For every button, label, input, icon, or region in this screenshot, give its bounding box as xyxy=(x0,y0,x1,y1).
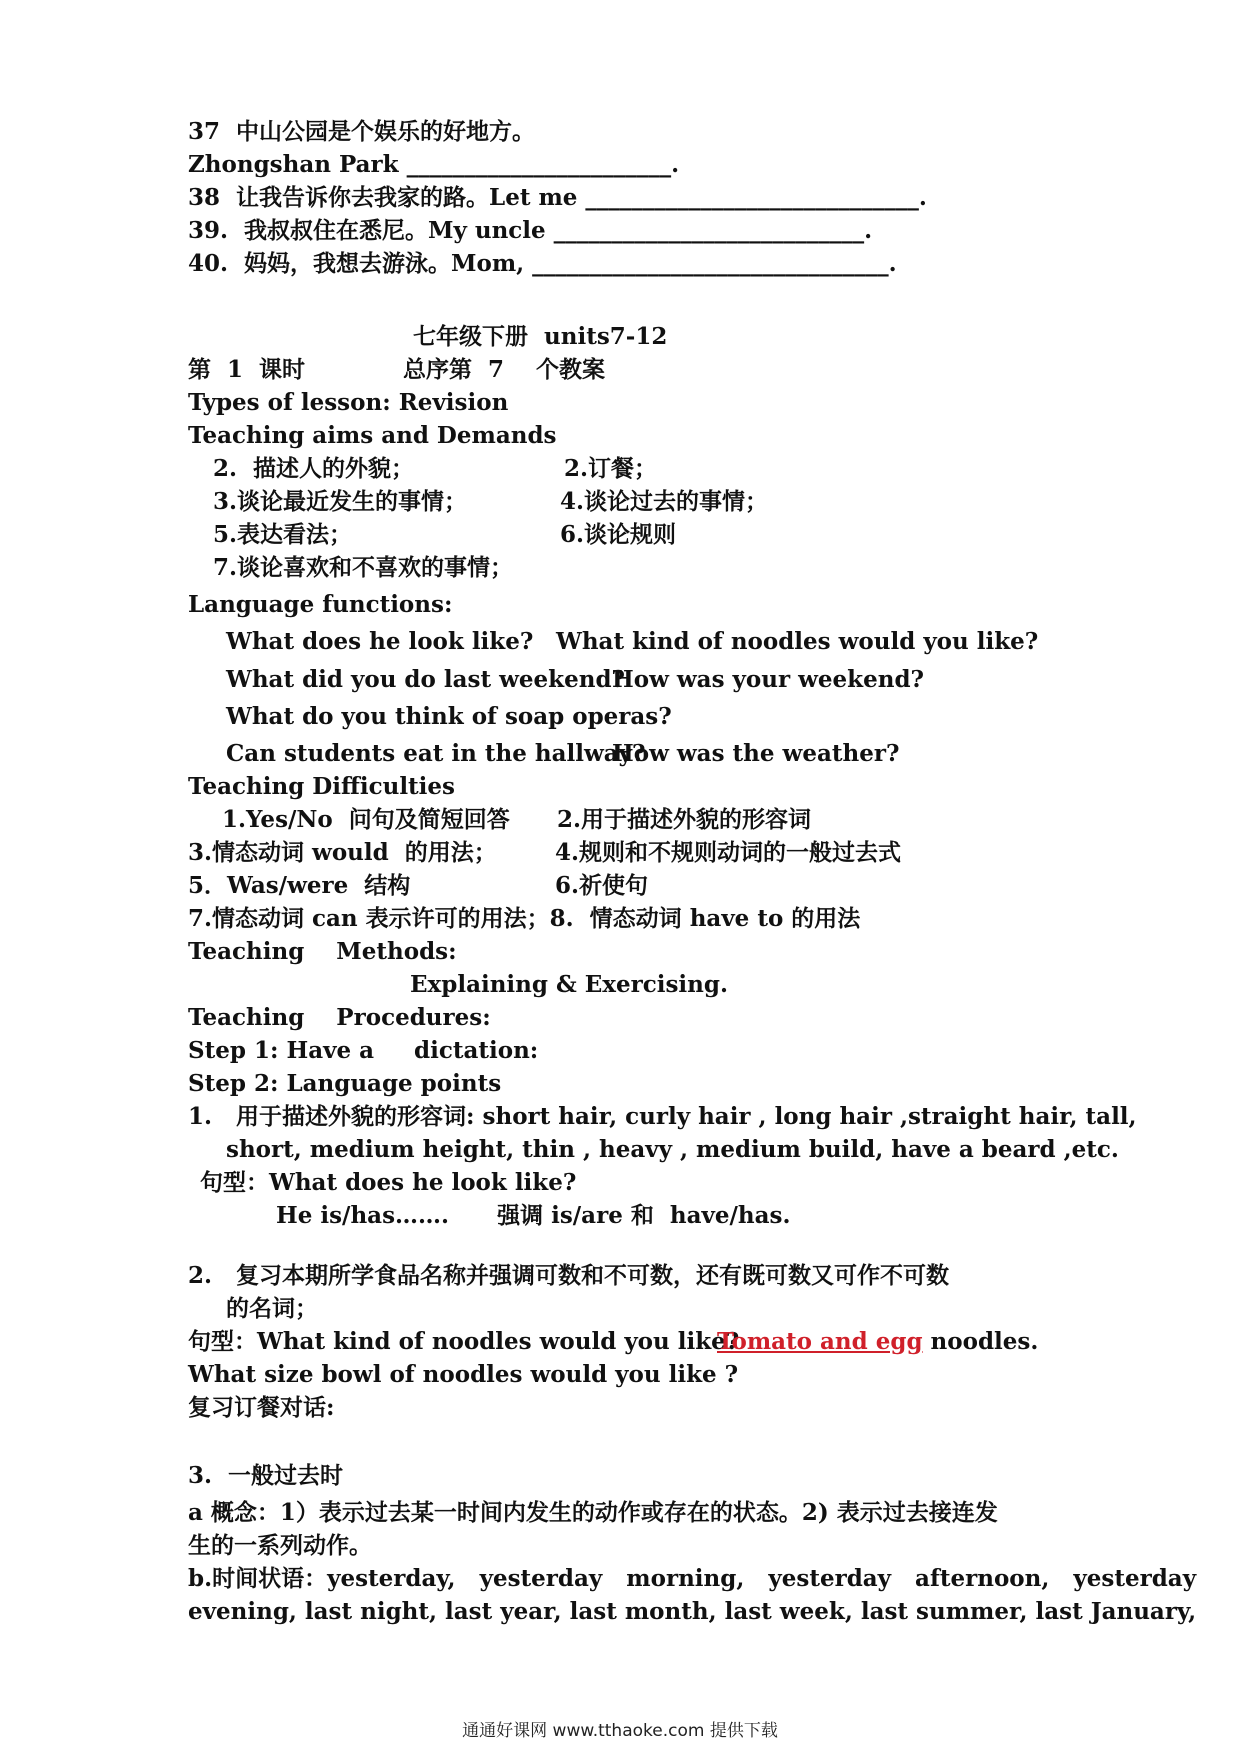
function-item: What do you think of soap operas? xyxy=(226,703,672,730)
step-2: Step 2: Language points xyxy=(188,1070,502,1097)
aim-item: 5.表达看法； xyxy=(213,521,353,548)
point-3-heading: 3. 一般过去时 xyxy=(188,1462,344,1489)
point-1-line-2: short, medium height, thin , heavy , medium build, have a beard ,etc. xyxy=(226,1136,1119,1163)
point-1-line-1: 1. 用于描述外貌的形容词: short hair, curly hair , long hair ,straight hair, tall, xyxy=(188,1103,1137,1130)
lesson-serial: 总序第 7 个教案 xyxy=(403,356,606,383)
difficulty-item: 4.规则和不规则动词的一般过去式 xyxy=(555,839,902,866)
aim-item: 3.谈论最近发生的事情； xyxy=(213,488,468,515)
aim-item: 2. 描述人的外貌； xyxy=(213,455,415,482)
aim-item: 2.订餐； xyxy=(564,455,658,482)
difficulties-heading: Teaching Difficulties xyxy=(188,773,455,800)
aims-heading: Teaching aims and Demands xyxy=(188,422,557,449)
methods-text: Explaining & Exercising. xyxy=(410,971,728,998)
exercise-40: 40. 妈妈，我想去游泳。Mom, _______________________________. xyxy=(188,250,897,277)
aim-item: 7.谈论喜欢和不喜欢的事情； xyxy=(213,554,514,581)
point-3-adverbials-2: evening, last night, last year, last month, last week, last summer, last January, xyxy=(188,1598,1197,1625)
methods-heading: Teaching Methods: xyxy=(188,938,457,965)
function-item: What kind of noodles would you like? xyxy=(556,628,1039,655)
lesson-session: 第 1 课时 xyxy=(188,356,306,383)
point-3-adverbials-1: b.时间状语：yesterday, yesterday morning, yesterday afternoon, yesterday xyxy=(188,1565,1197,1592)
exercise-37-english: Zhongshan Park _______________________. xyxy=(188,151,680,178)
difficulty-item: 2.用于描述外貌的形容词 xyxy=(557,806,812,833)
point-2-line-2: 的名词； xyxy=(226,1295,318,1322)
exercise-37-chinese: 37 中山公园是个娱乐的好地方。 xyxy=(188,118,536,145)
page-footer: 通通好课网 www.tthaoke.com 提供下载 xyxy=(462,1721,778,1741)
difficulty-item: 3.情态动词 would 的用法； xyxy=(188,839,497,866)
highlighted-answer: Tomato and egg xyxy=(717,1328,923,1355)
aim-item: 4.谈论过去的事情； xyxy=(560,488,769,515)
function-item: How was the weather? xyxy=(612,740,900,767)
aim-item: 6.谈论规则 xyxy=(560,521,677,548)
point-3-concept-2: 生的一系列动作。 xyxy=(188,1532,372,1559)
difficulty-item: 7.情态动词 can 表示许可的用法；8. 情态动词 have to 的用法 xyxy=(188,905,861,932)
procedures-heading: Teaching Procedures: xyxy=(188,1004,491,1031)
functions-heading: Language functions: xyxy=(188,591,453,618)
function-item: How was your weekend? xyxy=(612,666,925,693)
difficulty-item: 5．Was/were 结构 xyxy=(188,872,411,899)
lesson-title: 七年级下册 units7-12 xyxy=(413,323,668,350)
function-item: What did you do last weekend? xyxy=(226,666,625,693)
difficulty-item: 1.Yes/No 问句及简短回答 xyxy=(222,806,510,833)
point-2-review: 复习订餐对话: xyxy=(188,1394,335,1421)
point-1-pattern: 句型：What does he look like? xyxy=(200,1169,577,1196)
point-2-answer xyxy=(717,1328,1038,1356)
function-item: Can students eat in the hallway? xyxy=(226,740,646,767)
lesson-type: Types of lesson: Revision xyxy=(188,389,509,416)
exercise-39: 39. 我叔叔住在悉尼。My uncle ___________________________. xyxy=(188,217,873,244)
exercise-38: 38 让我告诉你去我家的路。Let me _____________________________. xyxy=(188,184,927,211)
function-item: What does he look like? xyxy=(226,628,534,655)
point-2-line-1: 2. 复习本期所学食品名称并强调可数和不可数，还有既可数又可作不可数 xyxy=(188,1262,950,1289)
step-1: Step 1: Have a dictation: xyxy=(188,1037,539,1064)
difficulty-item: 6.祈使句 xyxy=(555,872,649,899)
point-3-concept-1: a 概念：1）表示过去某一时间内发生的动作或存在的状态。2) 表示过去接连发 xyxy=(188,1499,998,1526)
answer-rest: noodles. xyxy=(922,1328,1039,1355)
point-2-pattern: 句型：What kind of noodles would you like? xyxy=(188,1328,740,1355)
point-2-size: What size bowl of noodles would you like ? xyxy=(188,1361,739,1388)
point-1-answer: He is/has……. 强调 is/are 和 have/has. xyxy=(276,1202,791,1229)
